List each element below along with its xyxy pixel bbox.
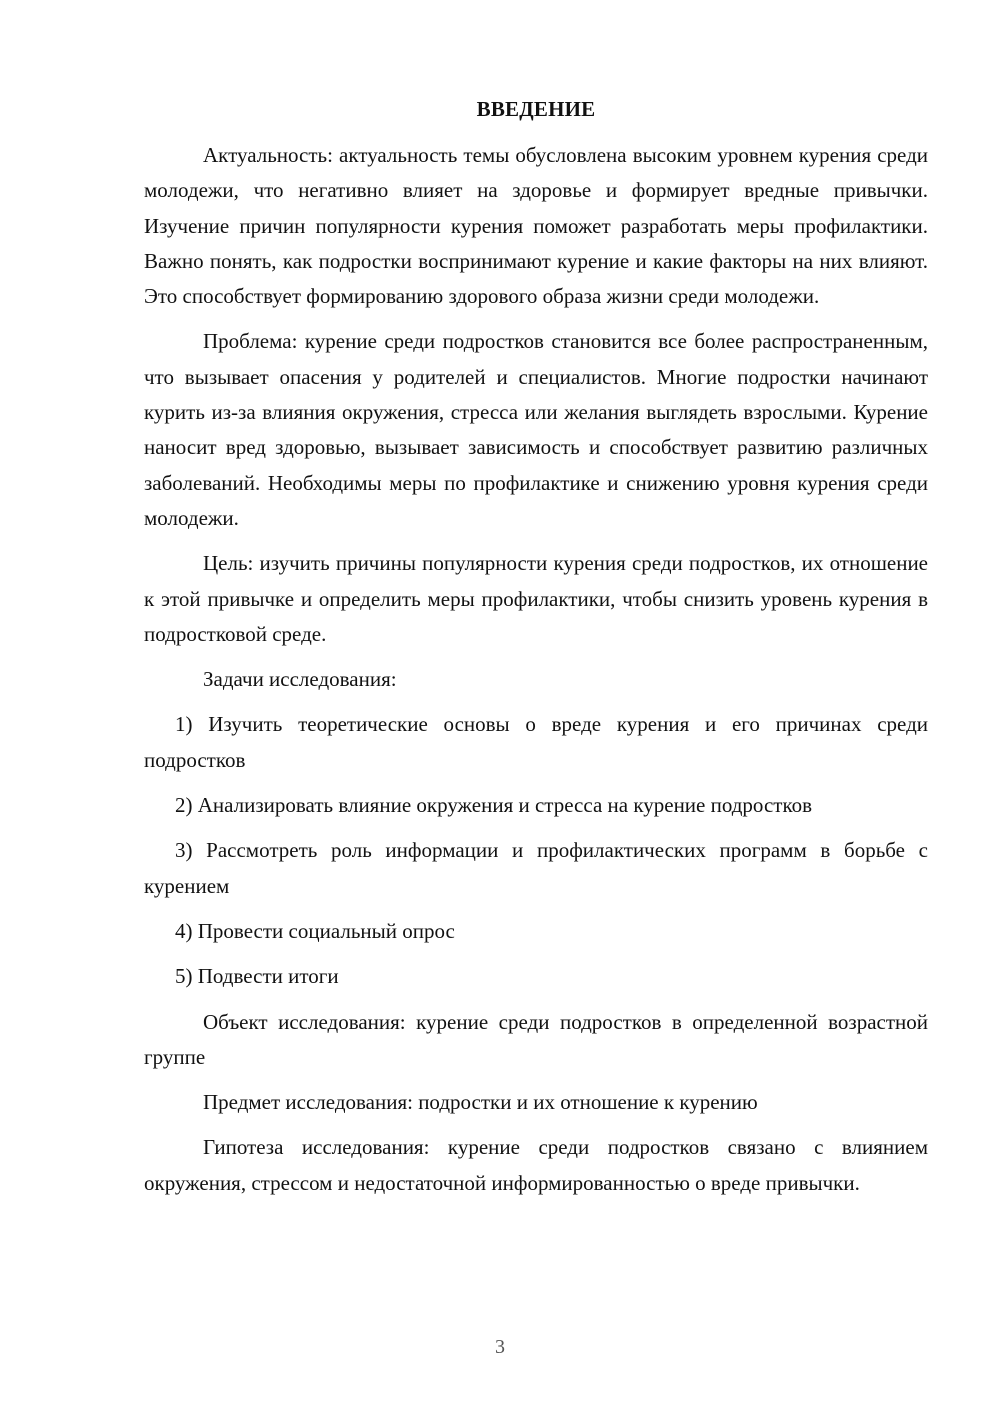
task-item-2: 2) Анализировать влияние окружения и стресса на курение подростков	[175, 793, 813, 818]
hypothesis-paragraph: Гипотеза исследования: курение среди подростков связано с влиянием окружения, стрессом и недостаточной информированностью о вреде привычки.	[144, 1135, 928, 1195]
page-number: 3	[495, 1336, 505, 1358]
task-item-4: 4) Провести социальный опрос	[175, 918, 455, 943]
goal-paragraph: Цель: изучить причины популярности курения среди подростков, их отношение к этой привычке и определить меры профилактики, чтобы снизить уровень курения в подростковой среде.	[144, 551, 928, 646]
problem-paragraph: Проблема: курение среди подростков становится все более распространенным, что вызывает опасения у родителей и специалистов. Многие подростки начинают курить из-за влияния окружения, стресса или желания выглядеть взрослыми. Курение наносит вред здоровью, вызывает зависимость и способствует развитию различных заболеваний. Необходимы меры по профилактике и снижению уровня курения среди молодежи.	[144, 329, 928, 530]
tasks-heading: Задачи исследования:	[203, 667, 397, 692]
task-item-3: 3) Рассмотреть роль информации и профилактических программ в борьбе с курением	[144, 838, 928, 898]
relevance-paragraph: Актуальность: актуальность темы обусловлена высоким уровнем курения среди молодежи, что негативно влияет на здоровье и формирует вредные привычки. Изучение причин популярности курения поможет разработать меры профилактики. Важно понять, как подростки воспринимают курение и какие факторы на них влияют. Это способствует формированию здорового образа жизни среди молодежи.	[144, 143, 928, 309]
object-paragraph: Объект исследования: курение среди подростков в определенной возрастной группе	[144, 1009, 928, 1069]
subject-paragraph: Предмет исследования: подростки и их отношение к курению	[203, 1090, 758, 1115]
section-title: ВВЕДЕНИЕ	[476, 97, 596, 121]
task-item-1: 1) Изучить теоретические основы о вреде курения и его причинах среди подростков	[144, 712, 928, 772]
page-content	[144, 92, 928, 1211]
task-item-5: 5) Подвести итоги	[175, 964, 339, 989]
